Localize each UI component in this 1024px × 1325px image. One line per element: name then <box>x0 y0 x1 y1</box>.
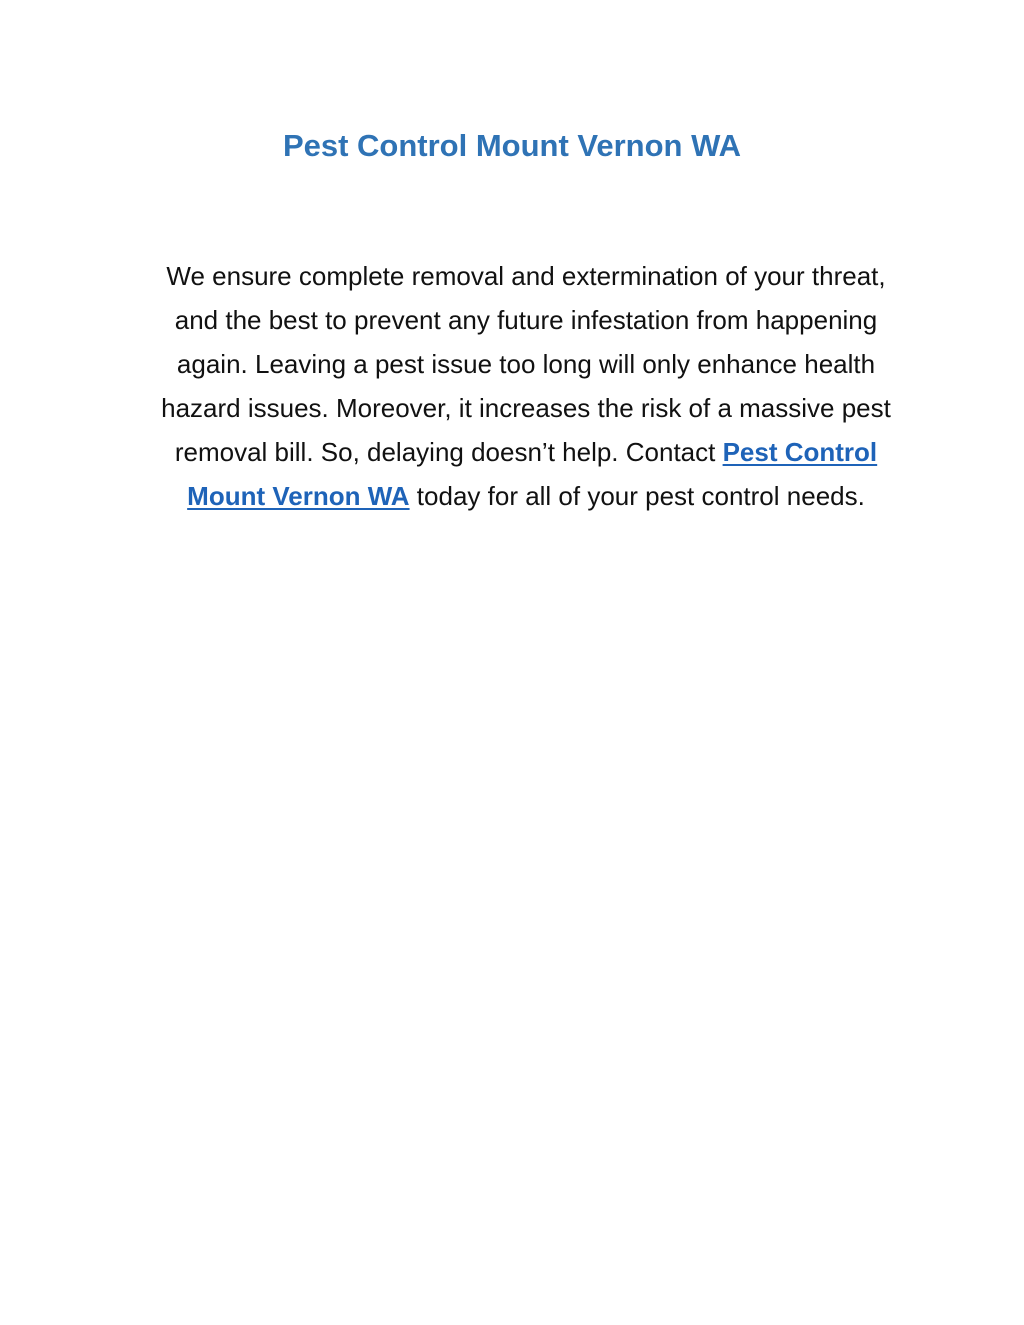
paragraph-text-before-link: We ensure complete removal and extermination of your threat, and the best to prevent any future infestation from happening again. Leaving a pest issue too long will only enhance health hazard issues. Moreover, it increases the risk of a massive pest removal bill. So, delaying doesn’t help. Contact <box>161 261 891 467</box>
pest-control-link[interactable]: Pest Control Mount Vernon WA <box>187 437 878 511</box>
paragraph-text-after-link: today for all of your pest control needs. <box>409 481 865 511</box>
page-title: Pest Control Mount Vernon WA <box>282 128 742 163</box>
body-paragraph <box>152 254 900 518</box>
